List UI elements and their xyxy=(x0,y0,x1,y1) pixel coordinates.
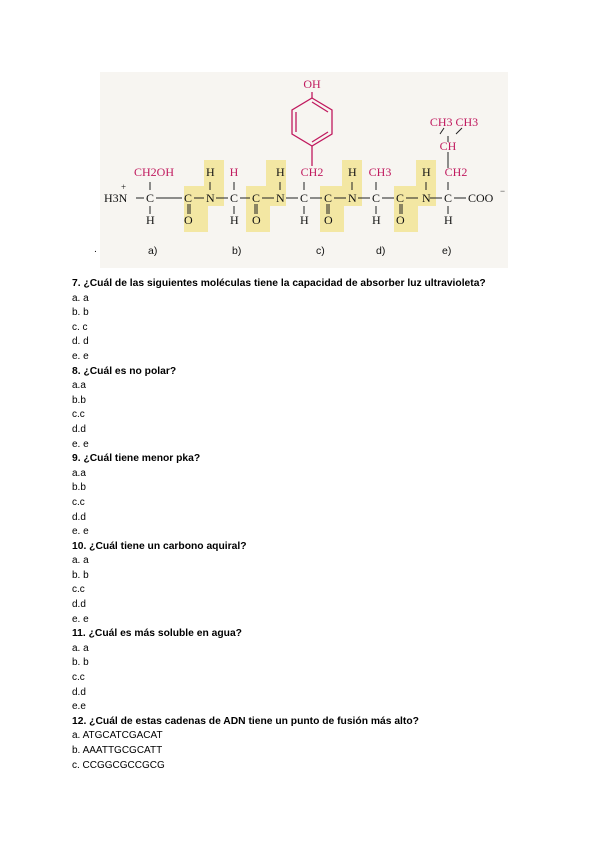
option: d.d xyxy=(72,599,86,611)
option: d.d xyxy=(72,423,86,435)
svg-text:N: N xyxy=(422,191,431,205)
residue-label-d: d) xyxy=(376,245,386,257)
svg-text:H: H xyxy=(422,165,431,179)
option: c.c xyxy=(72,584,85,596)
peptide-diagram xyxy=(94,72,508,268)
question-11 xyxy=(72,627,572,715)
option: b. b xyxy=(72,307,89,319)
residue-label-a: a) xyxy=(148,245,158,257)
svg-text:O: O xyxy=(184,213,193,227)
option: d. d xyxy=(72,336,89,348)
option: d.d xyxy=(72,511,86,523)
option: d.d xyxy=(72,686,86,698)
svg-text:H: H xyxy=(230,213,239,227)
side-chain-c: CH2 xyxy=(300,165,324,179)
option: a. a xyxy=(72,555,89,567)
question-title: 10. ¿Cuál tiene un carbono aquiral? xyxy=(72,540,247,552)
isopropyl-ch-label: CH xyxy=(439,139,457,153)
question-12 xyxy=(72,715,572,773)
svg-text:H: H xyxy=(372,213,381,227)
option: b.b xyxy=(72,482,86,494)
side-chain-b: H xyxy=(229,165,239,179)
svg-text:C: C xyxy=(252,191,261,205)
svg-text:C: C xyxy=(396,191,405,205)
option: c.c xyxy=(72,672,85,684)
svg-text:N: N xyxy=(276,191,285,205)
svg-text:H: H xyxy=(206,165,215,179)
option: e. e xyxy=(72,613,89,625)
svg-text:O: O xyxy=(252,213,261,227)
svg-text:N: N xyxy=(206,191,215,205)
svg-text:C: C xyxy=(372,191,381,205)
c-terminus: COO xyxy=(468,191,494,205)
svg-text:C: C xyxy=(230,191,239,205)
svg-text:O: O xyxy=(396,213,405,227)
option: a.a xyxy=(72,380,86,392)
svg-text:C: C xyxy=(324,191,333,205)
svg-text:C: C xyxy=(444,191,453,205)
question-title: 9. ¿Cuál tiene menor pka? xyxy=(72,453,201,465)
n-terminus: H3N xyxy=(104,191,128,205)
question-title: 12. ¿Cuál de estas cadenas de ADN tiene un punto de fusión más alto? xyxy=(72,715,419,727)
option: a.a xyxy=(72,467,86,479)
question-9 xyxy=(72,452,572,540)
option: c. c xyxy=(72,321,88,333)
option: b. b xyxy=(72,569,89,581)
svg-text:C: C xyxy=(146,191,155,205)
option: a. ATGCATCGACAT xyxy=(72,730,163,742)
option: b. b xyxy=(72,657,89,669)
benzene-ring xyxy=(292,92,332,166)
peptide-structure-figure xyxy=(94,72,508,268)
hydroxyl-label: OH xyxy=(303,77,321,91)
option: e. e xyxy=(72,526,89,538)
side-chain-e: CH2 xyxy=(444,165,468,179)
svg-text:−: − xyxy=(500,186,506,196)
side-chain-a: CH2OH xyxy=(133,165,175,179)
residue-label-c: c) xyxy=(316,245,325,257)
svg-text:H: H xyxy=(300,213,309,227)
option: c.c xyxy=(72,496,85,508)
question-title: 11. ¿Cuál es más soluble en agua? xyxy=(72,628,242,640)
option: e.e xyxy=(72,701,86,713)
svg-text:H: H xyxy=(276,165,285,179)
question-10 xyxy=(72,540,572,628)
residue-label-b: b) xyxy=(232,245,242,257)
question-list xyxy=(72,277,572,773)
option: a. a xyxy=(72,642,89,654)
svg-text:H: H xyxy=(348,165,357,179)
isopropyl-methyl-label: CH3 CH3 xyxy=(429,115,479,129)
option: a. a xyxy=(72,292,89,304)
residue-label-e: e) xyxy=(442,245,452,257)
svg-text:O: O xyxy=(324,213,333,227)
option: c. CCGGCGCCGCG xyxy=(72,759,165,771)
question-7 xyxy=(72,277,572,365)
option: e. e xyxy=(72,438,89,450)
svg-text:C: C xyxy=(300,191,309,205)
svg-text:+: + xyxy=(121,182,127,192)
svg-text:.: . xyxy=(94,243,97,255)
question-title: 8. ¿Cuál es no polar? xyxy=(72,365,177,377)
svg-text:C: C xyxy=(184,191,193,205)
svg-text:H: H xyxy=(146,213,155,227)
option: e. e xyxy=(72,350,89,362)
option: b.b xyxy=(72,394,86,406)
question-8 xyxy=(72,365,572,453)
question-title: 7. ¿Cuál de las siguientes moléculas tiene la capacidad de absorber luz ultravioleta? xyxy=(72,278,486,289)
option: c.c xyxy=(72,409,85,421)
svg-text:H: H xyxy=(444,213,453,227)
side-chain-d: CH3 xyxy=(368,165,392,179)
svg-text:N: N xyxy=(348,191,357,205)
option: b. AAATTGCGCATT xyxy=(72,745,163,756)
